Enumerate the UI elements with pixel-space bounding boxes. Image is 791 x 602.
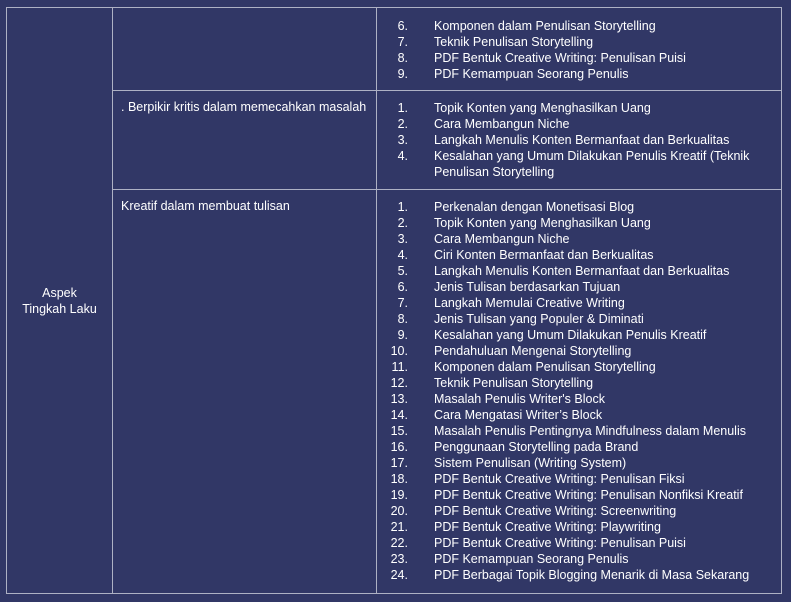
list-item [377,263,781,279]
item-number: 16. [390,440,408,454]
item-number: 10. [390,344,408,358]
item-text: Komponen dalam Penulisan Storytelling [434,19,656,33]
list-item [377,407,781,423]
list-item [377,455,781,471]
list-item [377,247,781,263]
item-number: 23. [390,552,408,566]
item-number: 7. [397,296,408,310]
item-number: 17. [390,456,408,470]
list-item [377,327,781,343]
item-text: PDF Kemampuan Seorang Penulis [434,552,629,566]
item-number: 14. [390,408,408,422]
item-text: Teknik Penulisan Storytelling [434,376,594,390]
list-item [377,375,781,391]
items-cell [377,190,782,594]
table-row [7,91,782,190]
item-number: 18. [390,472,408,486]
list-item [377,215,781,231]
item-text: Penggunaan Storytelling pada Brand [434,440,639,454]
item-number: 7. [397,35,408,49]
item-number: 2. [397,216,408,230]
item-text: PDF Bentuk Creative Writing: Penulisan Nonfiksi Kreatif [434,488,743,502]
item-text: Cara Mengatasi Writer’s Block [434,408,603,422]
item-text: Masalah Penulis Writer's Block [434,392,605,406]
item-number: 3. [397,232,408,246]
item-number: 2. [397,117,408,131]
list-item [377,199,781,215]
material-list [377,91,781,180]
items-cell [377,8,782,91]
material-list [377,8,781,82]
list-item [377,34,781,50]
list-item [377,551,781,567]
item-text: Jenis Tulisan yang Populer & Diminati [434,312,644,326]
list-item [377,471,781,487]
item-text: PDF Bentuk Creative Writing: Screenwriting [434,504,677,518]
item-text: Perkenalan dengan Monetisasi Blog [434,200,635,214]
list-item [377,148,781,180]
aspect-label-line: Aspek [42,285,77,300]
item-text: Topik Konten yang Menghasilkan Uang [434,101,651,115]
list-item [377,567,781,583]
aspect-label-line: Tingkah Laku [22,301,97,316]
list-item [377,359,781,375]
items-cell [377,91,782,190]
list-item [377,231,781,247]
item-text: PDF Bentuk Creative Writing: Penulisan Fiksi [434,472,685,486]
item-number: 6. [397,19,408,33]
item-text: PDF Bentuk Creative Writing: Playwriting [434,520,661,534]
item-text: Topik Konten yang Menghasilkan Uang [434,216,651,230]
rubric-table [6,7,782,594]
item-text: PDF Bentuk Creative Writing: Penulisan Puisi [434,536,686,550]
item-number: 9. [397,67,408,81]
item-number: 3. [397,133,408,147]
item-number: 20. [390,504,408,518]
item-number: 8. [397,51,408,65]
item-text: PDF Bentuk Creative Writing: Penulisan Puisi [434,51,686,65]
item-number: 1. [397,200,408,214]
item-text: Masalah Penulis Pentingnya Mindfulness dalam Menulis [434,424,746,438]
list-item [377,423,781,439]
item-number: 6. [397,280,408,294]
item-text: Teknik Penulisan Storytelling [434,35,594,49]
item-text: Ciri Konten Bermanfaat dan Berkualitas [434,248,654,262]
list-item [377,295,781,311]
item-number: 13. [390,392,408,406]
list-item [377,439,781,455]
item-number: 9. [397,328,408,342]
aspect-cell [7,8,113,594]
item-number: 4. [397,149,408,163]
item-number: 4. [397,248,408,262]
item-text: Cara Membangun Niche [434,117,570,131]
item-number: 1. [397,101,408,115]
criterion-text: . Berpikir kritis dalam memecahkan masalah [121,100,367,114]
criterion-cell [113,91,377,190]
list-item [377,503,781,519]
list-item [377,535,781,551]
list-item [377,132,781,148]
item-text: Pendahuluan Mengenai Storytelling [434,344,632,358]
item-text: Langkah Memulai Creative Writing [434,296,625,310]
list-item [377,100,781,116]
item-text: Cara Membangun Niche [434,232,570,246]
list-item [377,519,781,535]
list-item [377,18,781,34]
item-number: 19. [390,488,408,502]
list-item [377,116,781,132]
item-number: 21. [390,520,408,534]
item-number: 24. [390,568,408,582]
criterion-cell [113,190,377,594]
item-number: 11. [391,360,408,374]
item-text: Kesalahan yang Umum Dilakukan Penulis Kreatif (Teknik Penulisan Storytelling [434,149,750,179]
list-item [377,279,781,295]
item-number: 22. [390,536,408,550]
item-text: Komponen dalam Penulisan Storytelling [434,360,656,374]
item-number: 15. [390,424,408,438]
item-text: PDF Berbagai Topik Blogging Menarik di Masa Sekarang [434,568,750,582]
list-item [377,311,781,327]
list-item [377,391,781,407]
item-number: 5. [397,264,408,278]
item-number: 8. [397,312,408,326]
item-number: 12. [390,376,408,390]
item-text: PDF Kemampuan Seorang Penulis [434,67,629,81]
table-row [7,190,782,594]
item-text: Sistem Penulisan (Writing System) [434,456,627,470]
item-text: Langkah Menulis Konten Bermanfaat dan Berkualitas [434,264,730,278]
item-text: Kesalahan yang Umum Dilakukan Penulis Kreatif [434,328,707,342]
criterion-text: Kreatif dalam membuat tulisan [121,199,290,213]
list-item [377,487,781,503]
material-list [377,190,781,583]
table-row [7,8,782,91]
list-item [377,50,781,66]
criterion-cell [113,8,377,91]
list-item [377,66,781,82]
item-text: Jenis Tulisan berdasarkan Tujuan [434,280,621,294]
item-text: Langkah Menulis Konten Bermanfaat dan Berkualitas [434,133,730,147]
list-item [377,343,781,359]
criterion-text [113,8,376,16]
